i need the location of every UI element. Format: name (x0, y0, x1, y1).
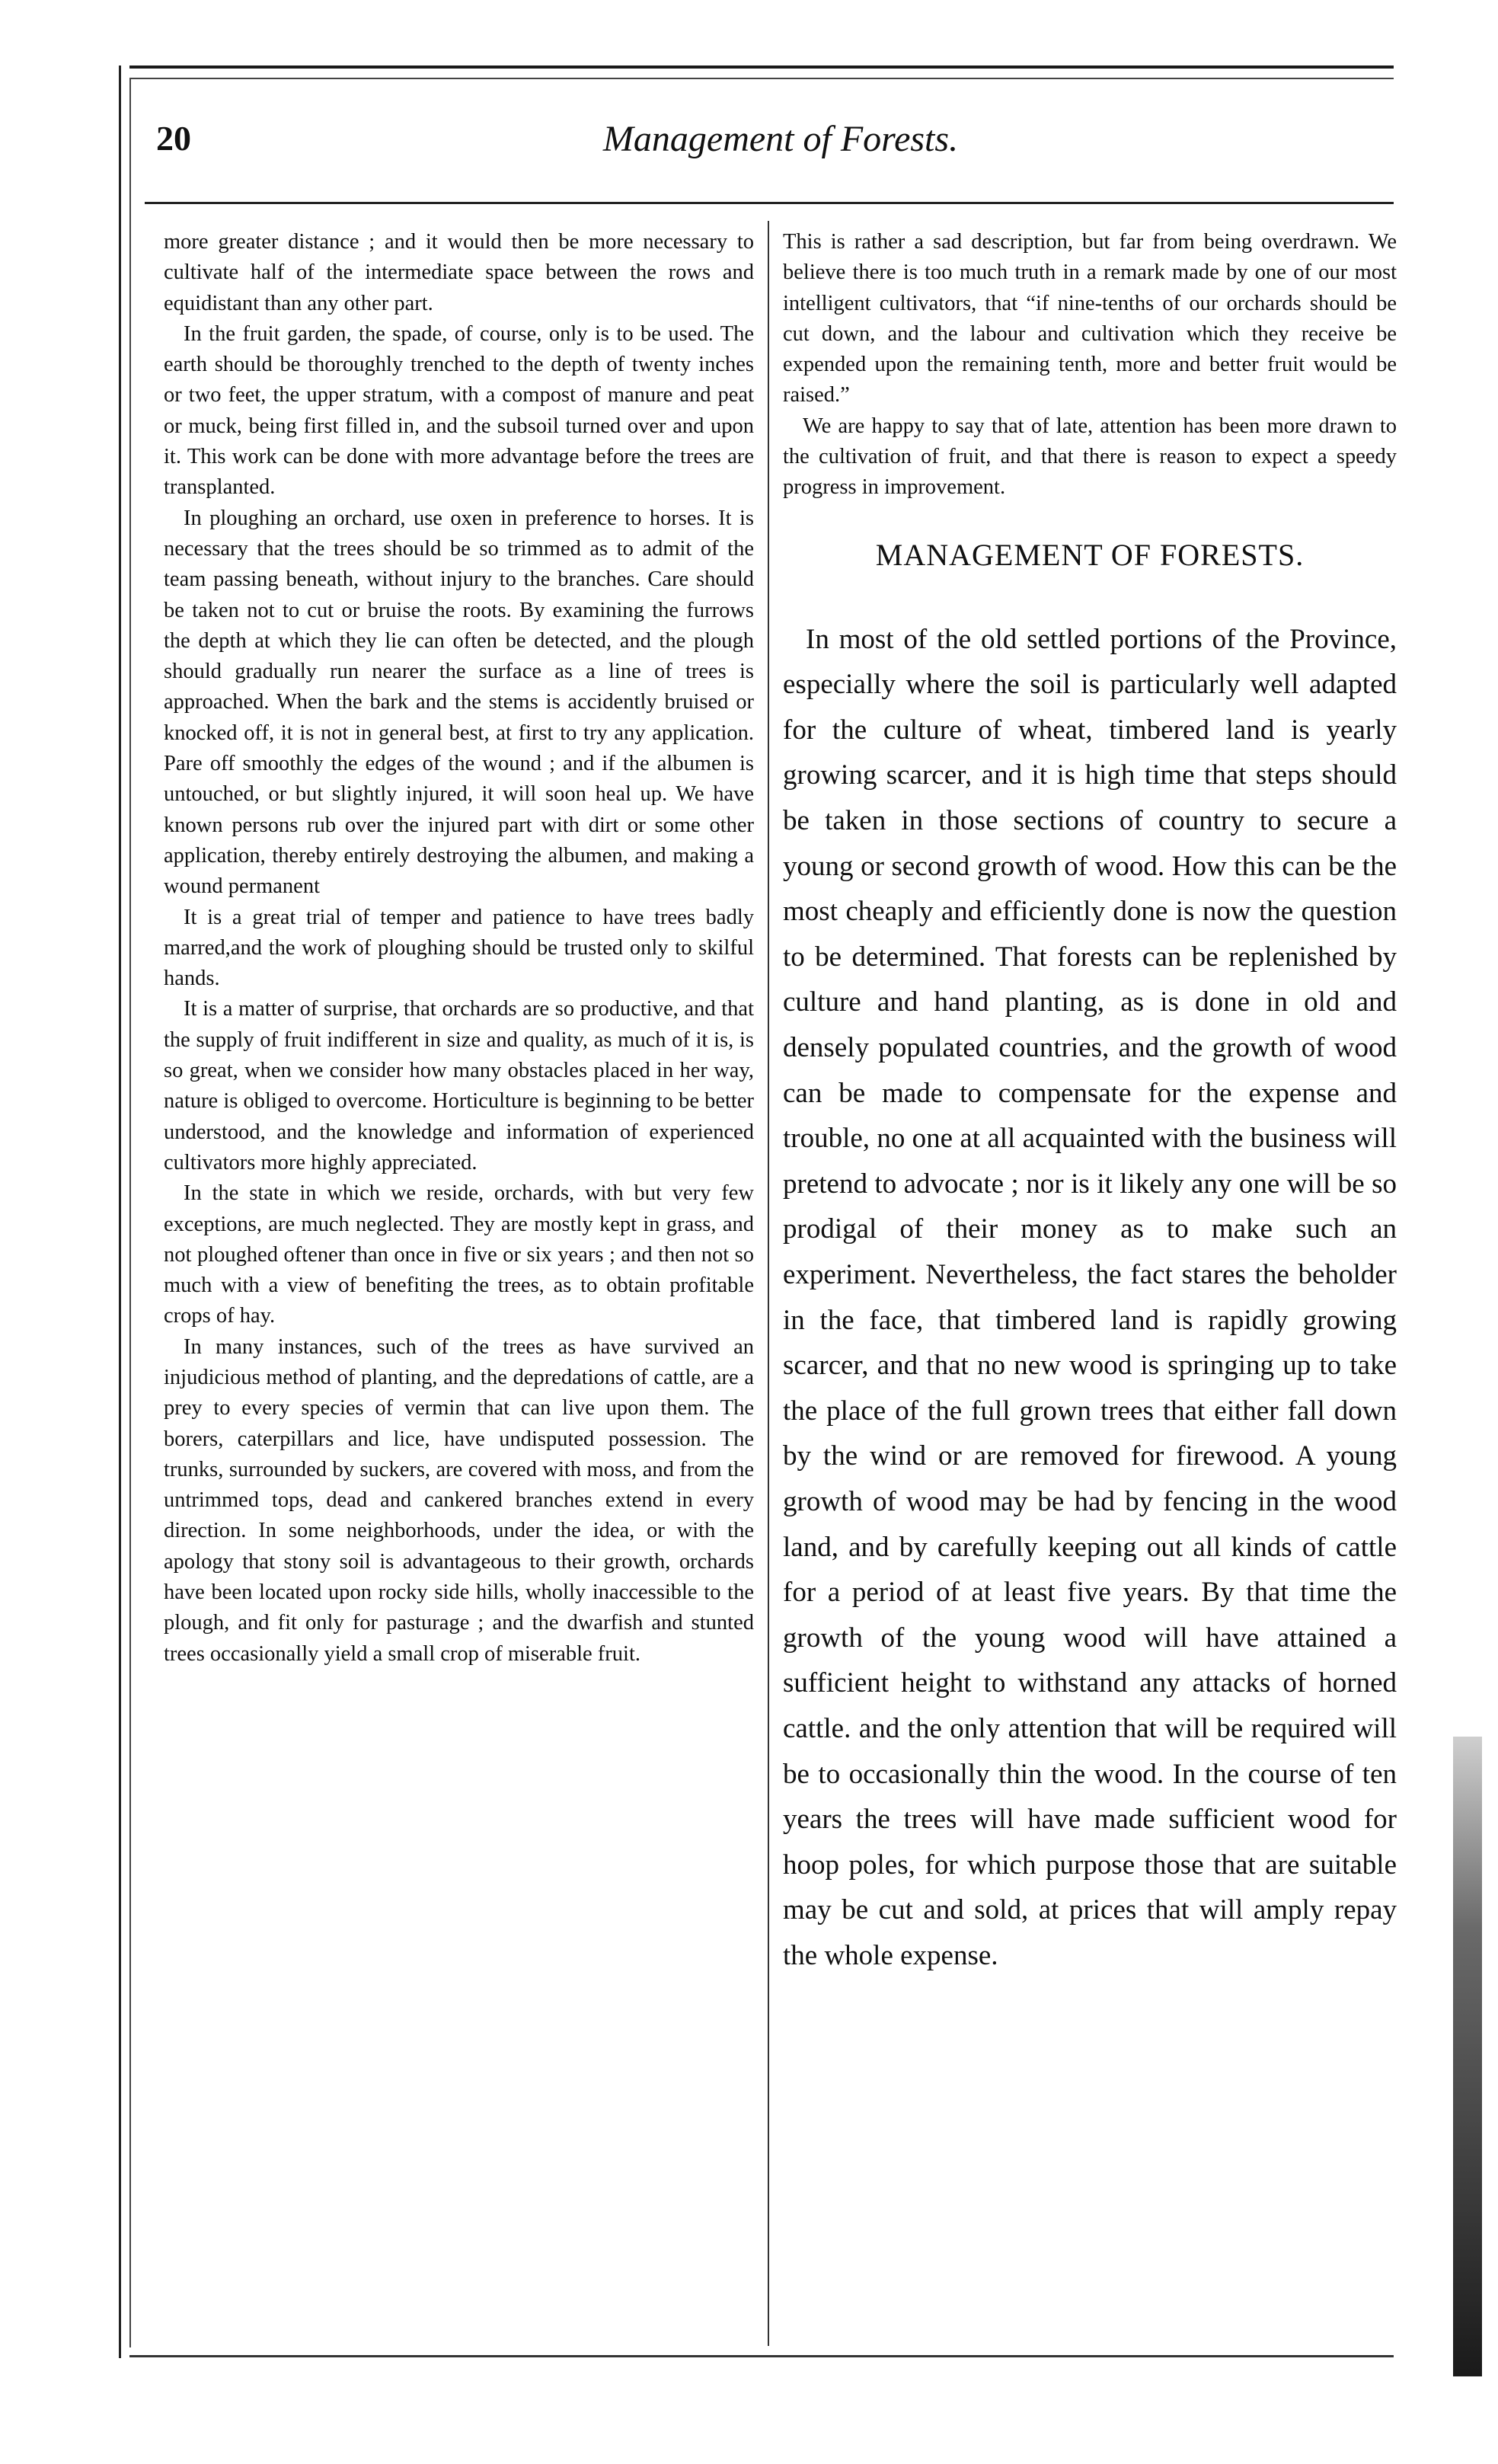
page-number: 20 (156, 119, 191, 158)
page-frame-top-rule (129, 66, 1394, 69)
paragraph: In ploughing an orchard, use oxen in preference to horses. It is necessary that the trees should be so trimmed as to admit of the team passing beneath, without injury to the branches. Care should be taken not to cut or bruise the roots. By examining the furrows the depth at which they lie can often be detected, and the plough should gradually run nearer the surface as a line of trees is approached. When the bark and the stems is accidently bruised or knocked off, it is not in general best, at first to try any application. Pare off smoothly the edges of the wound ; and if the albumen is untouched, or but slightly injured, it will soon heal up. We have known persons rub over the injured part with dirt or some other application, thereby entirely destroying the albumen, and making a wound permanent (164, 506, 754, 899)
scan-edge-shadow (1453, 1737, 1482, 2376)
running-title: Management of Forests. (602, 119, 959, 159)
page-frame-bottom-rule (129, 2355, 1394, 2357)
paragraph: It is a great trial of temper and patience to have trees badly marred,and the work of ploughing should be trusted only to skilful hands. (164, 905, 754, 991)
paragraph: This is rather a sad description, but far from being overdrawn. We believe there is too much truth in a remark made by one of our most intelligent cultivators, that “if nine-tenths of our orchards should be cut down, and the labour and cultivation which they receive be expended upon the remaining tenth, more and better fruit would be raised.” (783, 230, 1397, 407)
paragraph: In the fruit garden, the spade, of course, only is to be used. The earth should be thoroughly trenched to the depth of twenty inches or two feet, the upper stratum, with a compost of manure and peat or muck, being first filled in, and the subsoil turned over and upon it. This work can be done with more advantage before the trees are transplanted. (164, 321, 754, 500)
page-frame-inner-top-rule (129, 78, 1394, 79)
right-column (783, 227, 1397, 1978)
header-rule (145, 202, 1394, 204)
page-frame-left-rule (119, 66, 121, 2358)
paragraph: more greater distance ; and it would then be more necessary to cultivate half of the intermediate space between the rows and equidistant than any other part. (164, 230, 754, 315)
paragraph: It is a matter of surprise, that orchards are so productive, and that the supply of fruit indifferent in size and quality, as much of it is, is so great, when we consider how many obstacles placed in her way, nature is obliged to overcome. Horticulture is beginning to be better understood, and the knowledge and information of experienced cultivators more highly appreciated. (164, 997, 754, 1174)
paragraph: In many instances, such of the trees as have survived an injudicious method of planting, and the depredations of cattle, are a prey to every species of vermin that can live upon them. The borers, caterpillars and lice, have undisputed possession. The trunks, surrounded by suckers, are covered with moss, and from the untrimmed tops, dead and cankered branches extend in every direction. In some neighborhoods, under the idea, or with the apology that stony soil is advantageous to their growth, orchards have been located upon rocky side hills, wholly inaccessible to the plough, and fit only for pasturage ; and the dwarfish and stunted trees occasionally yield a small crop of miserable fruit. (164, 1334, 754, 1666)
paragraph: We are happy to say that of late, attention has been more drawn to the cultivation of fruit, and that there is reason to expect a speedy progress in improvement. (783, 414, 1397, 500)
page-header (156, 118, 1405, 179)
page-frame-inner-left-rule (129, 78, 131, 2347)
column-divider (768, 221, 769, 2346)
section-paragraph: In most of the old settled portions of the Province, especially where the soil is particularly well adapted for the culture of wheat, timbered land is yearly growing scarcer, and it is high time that steps should be taken in those sections of country to secure a young or second growth of wood. How this can be the most cheaply and efficiently done is now the question to be determined. That forests can be replenished by culture and hand planting, as is done in old and densely populated countries, and the growth of wood can be made to compensate for the expense and trouble, no one at all acquainted with the business will pretend to advocate ; nor is it likely any one will be so prodigal of their money as to make such an experiment. Nevertheless, the fact stares the beholder in the face, that timbered land is rapidly growing scarcer, and that no new wood is springing up to take the place of the full grown trees that either fall down by the wind or are removed for firewood. A young growth of wood may be had by fencing in the wood land, and by carefully keeping out all kinds of cattle for a period of at least five years. By that time the growth of the young wood will have attained a sufficient height to withstand any attacks of horned cattle. and the only attention that will be required will be to occasionally thin the wood. In the course of ten years the trees will have made sufficient wood for hoop poles, for which purpose those that are suitable may be cut and sold, at prices that will amply repay the whole expense. (783, 623, 1397, 1971)
left-column (164, 227, 754, 1670)
section-heading: MANAGEMENT OF FORESTS. (875, 537, 1305, 572)
paragraph: In the state in which we reside, orchards, with but very few exceptions, are much neglected. They are mostly kept in grass, and not ploughed oftener than once in five or six years ; and then not so much with a view of benefiting the trees, as to obtain profitable crops of hay. (164, 1181, 754, 1328)
